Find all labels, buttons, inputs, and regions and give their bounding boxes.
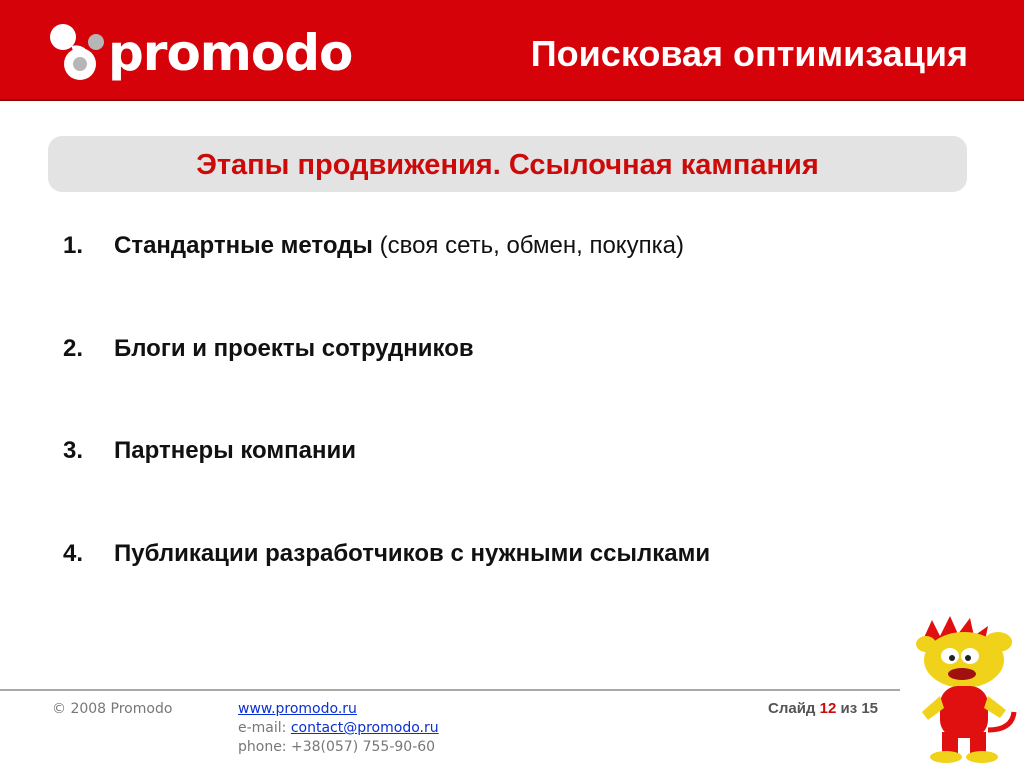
stage-normal-text: (своя сеть, обмен, покупка) — [372, 232, 684, 259]
section-title-bar — [48, 136, 967, 192]
stage-bold-text: Блоги и проекты сотрудников — [114, 335, 474, 362]
website-link[interactable]: www.promodo.ru — [238, 701, 357, 717]
stage-text — [114, 329, 474, 369]
header-title: Поисковая оптимизация — [530, 33, 968, 74]
promodo-logo-icon — [44, 20, 112, 86]
logo-text: promodo — [108, 24, 353, 82]
stage-text — [114, 534, 710, 574]
header-bar — [0, 0, 1024, 101]
slide-current: 12 — [819, 700, 837, 717]
slide-of: из — [836, 700, 862, 717]
slide-label: Слайд — [768, 700, 820, 717]
stage-bold-text: Стандартные методы — [114, 232, 373, 259]
stage-number: 1. — [63, 232, 84, 259]
stage-number: 4. — [63, 540, 84, 567]
phone-text: phone: +38(057) 755-90-60 — [238, 739, 436, 755]
section-title: Этапы продвижения. Ссылочная кампания — [196, 149, 819, 181]
stage-text — [114, 431, 356, 471]
footer-contacts — [238, 700, 439, 757]
slide-total: 15 — [861, 700, 879, 717]
email-link[interactable]: contact@promodo.ru — [290, 720, 439, 736]
stage-number: 3. — [63, 437, 84, 464]
stage-bold-text: Партнеры компании — [114, 437, 357, 464]
slide-counter — [768, 700, 878, 718]
stage-bold-text: Публикации разработчиков с нужными ссылками — [114, 540, 711, 567]
promodo-logo[interactable] — [44, 18, 353, 88]
footer-divider — [0, 689, 900, 691]
stage-text — [114, 226, 684, 266]
copyright: © 2008 Promodo — [52, 701, 173, 717]
mascot-icon — [904, 612, 1022, 764]
stage-number: 2. — [63, 335, 84, 362]
email-label: e-mail: — [238, 720, 291, 736]
